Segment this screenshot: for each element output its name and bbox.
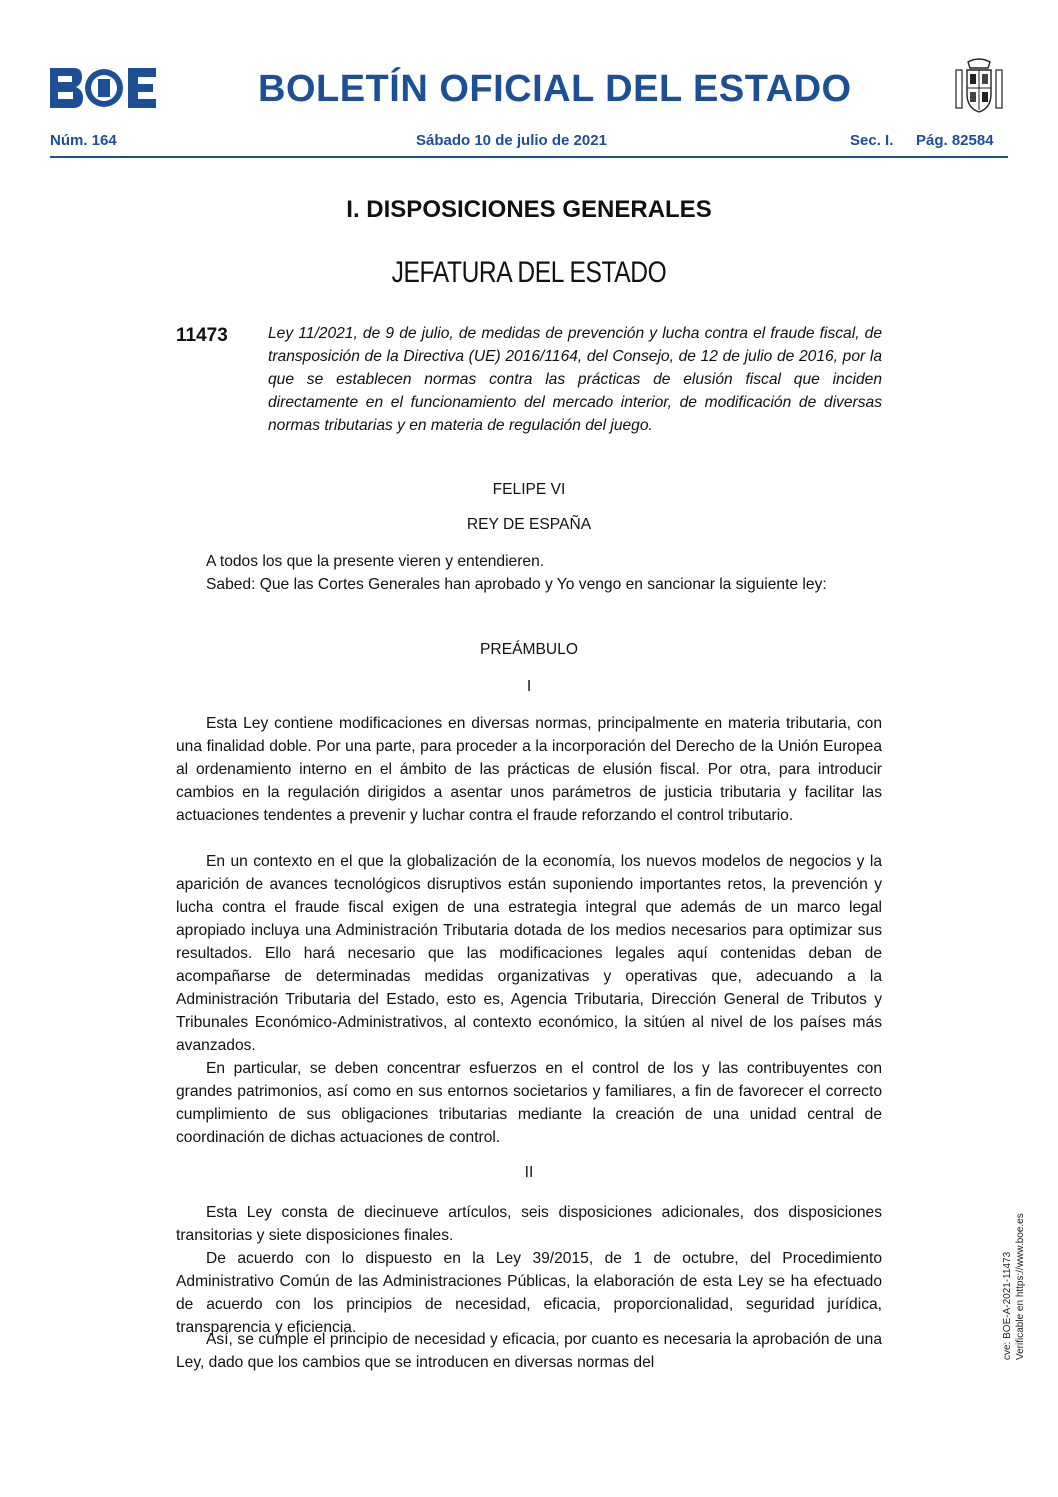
preamble-paragraph-5: De acuerdo con lo dispuesto en la Ley 39/2015, de 1 de octubre, del Procedimiento Administrativo Común de las Administraciones Públicas, la elaboración de esta Ley se ha efectuado de acuerdo con los principios de necesidad, eficacia, proporcionalidad, seguridad jurídica, transparencia y eficiencia. [176,1250,882,1336]
roman-heading-2: II [524,1164,534,1181]
preamble-paragraph-2: En un contexto en el que la globalización de la economía, los nuevos modelos de negocios y la aparición de avances tecnológicos disruptivos están suponiendo importantes retos, la prevención y lucha contra el fraude fiscal exigen de una estrategia integral que además de un marco legal apropiado incluya una Administración Tributaria dotada de los medios necesarios para optimizar sus resultados. Ello hará necesario que las modificaciones legales aquí contenidas deban de acompañarse de determinadas medidas organizativas y operativas que, adecuando a la Administración Tributaria del Estado, esto es, Agencia Tributaria, Dirección General de Tributos y Tribunales Económico-Administrativos, al contexto económico, la sitúen al nivel de los países más avanzados. [176,853,882,1054]
preamble-paragraph-3: En particular, se deben concentrar esfuerzos en el control de los y las contribuyentes con grandes patrimonios, así como en sus entornos societarios y familiares, a fin de favorecer el correcto cumplimiento de sus obligaciones tributarias mediante la creación de una unidad central de coordinación de dichas actuaciones de control. [176,1060,882,1146]
issue-date: Sábado 10 de julio de 2021 [416,132,607,149]
sabed-paragraph: Sabed: Que las Cortes Generales han aprobado y Yo vengo en sancionar la siguiente ley: [206,576,827,593]
cve-code: cve: BOE-A-2021-11473 [1002,1251,1013,1360]
roman-heading-1: I [526,678,532,695]
gazette-title: BOLETÍN OFICIAL DEL ESTADO [258,68,852,110]
preamble-heading: PREÁMBULO [480,641,578,658]
section-label: Sec. I. [850,132,894,149]
king-title: REY DE ESPAÑA [466,516,592,533]
verification-note [1001,1160,1027,1360]
issue-number: Núm. 164 [50,132,117,149]
king-name: FELIPE VI [492,481,566,498]
preamble-paragraph-4: Esta Ley consta de diecinueve artículos, seis disposiciones adicionales, dos disposiciones transitorias y siete disposiciones finales. [176,1204,882,1244]
page-number: Pág. 82584 [916,132,994,149]
preamble-paragraph-1: Esta Ley contiene modificaciones en diversas normas, principalmente en materia tributaria, con una finalidad doble. Por una parte, para proceder a la incorporación del Derecho de la Unión Europea al ordenamiento interno en el ámbito de las prácticas de elusión fiscal. Por otra, para introducir cambios en la regulación dirigidos a asentar unos parámetros de justicia tributaria y facilitar las actuaciones tendentes a prevenir y luchar contra el fraude reforzando el control tributario. [176,715,882,824]
verification-url: Verificable en https://www.boe.es [1015,1213,1026,1360]
disposition-number: 11473 [176,325,228,346]
organism-title: JEFATURA DEL ESTADO [391,256,667,289]
boe-logo [48,66,158,110]
coat-of-arms-icon [950,56,1008,118]
greeting-paragraph: A todos los que la presente vieren y entendieren. [206,553,545,570]
section-title: I. DISPOSICIONES GENERALES [346,196,712,223]
issue-header [50,128,1008,158]
disposition-title: Ley 11/2021, de 9 de julio, de medidas de prevención y lucha contra el fraude fiscal, de transposición de la Directiva (UE) 2016/1164, del Consejo, de 12 de julio de 2016, por la que se establecen normas contra las prácticas de elusión fiscal que inciden directamente en el funcionamiento del mercado interior, de modificación de diversas normas tributarias y en materia de regulación del juego. [268,325,882,434]
preamble-paragraph-6: Así, se cumple el principio de necesidad y eficacia, por cuanto es necesaria la aprobación de una Ley, dado que los cambios que se introducen en diversas normas del [176,1331,882,1371]
